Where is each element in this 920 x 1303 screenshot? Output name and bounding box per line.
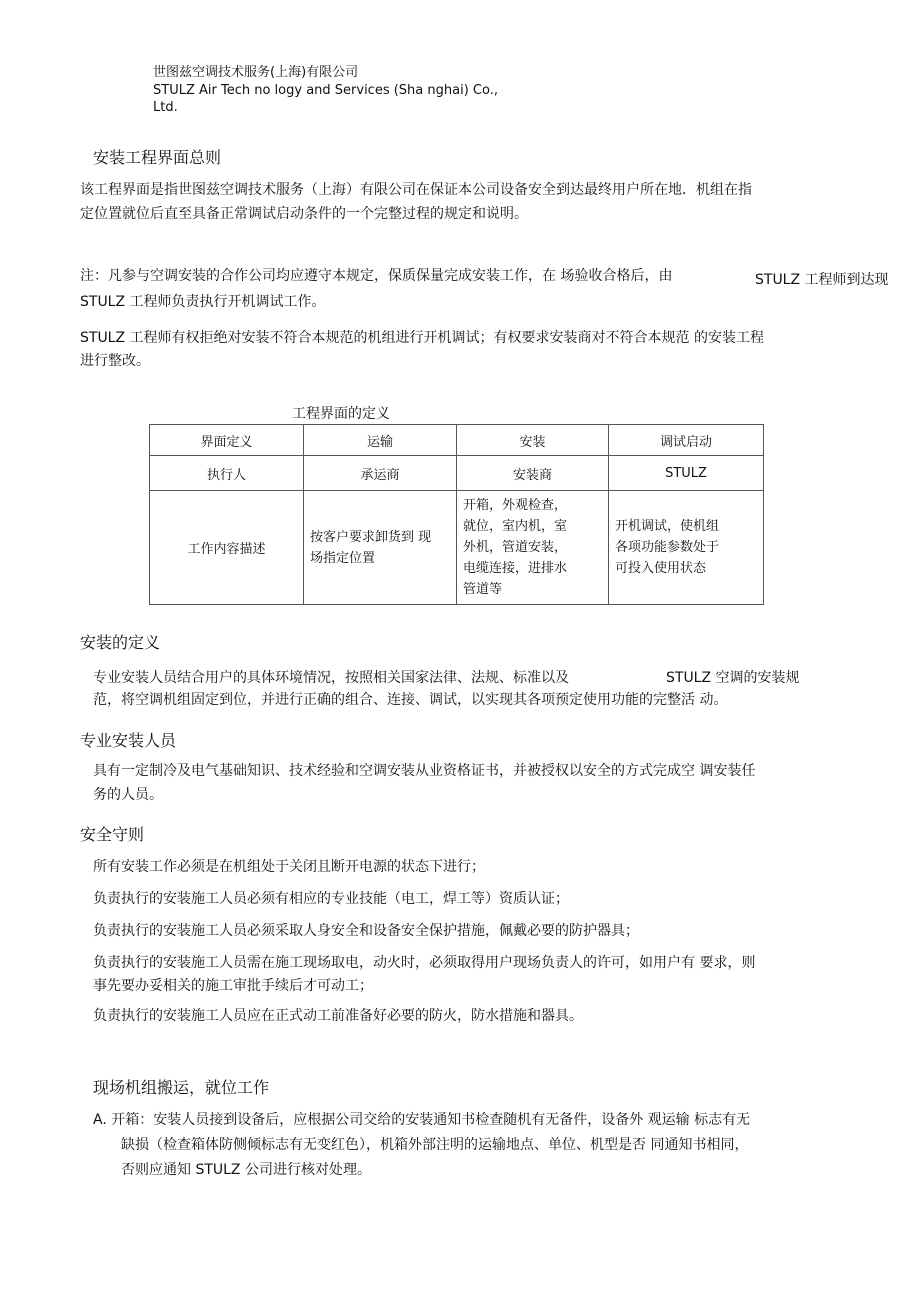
- cell-line: 外机，管道安装，: [463, 540, 568, 555]
- section-title-staff: 专业安装人员: [80, 731, 177, 750]
- note-line-right: STULZ 工程师到达现: [755, 272, 889, 288]
- rights-paragraph-line: STULZ 工程师有权拒绝对安装不符合本规范的机组进行开机调试；有权要求安装商对不符合本规范 的安装工程: [80, 330, 764, 346]
- cell-line: 管道等: [463, 582, 503, 597]
- safety-rule: 负责执行的安装施工人员需在施工现场取电，动火时，必须取得用户现场负责人的许可，如用户有 要求，则: [93, 955, 756, 971]
- company-name-en: STULZ Air Tech no logy and Services (Sha nghai) Co.,: [153, 83, 498, 98]
- table-cell-transport: [304, 491, 457, 605]
- section-title-install-def: 安装的定义: [80, 633, 161, 652]
- install-def-line: 专业安装人员结合用户的具体环境情况，按照相关国家法律、法规、标准以及: [93, 670, 569, 686]
- safety-rule-cont: 事先要办妥相关的施工审批手续后才可动工；: [93, 978, 373, 994]
- section-title-general: 安装工程界面总则: [93, 148, 222, 167]
- install-def-line-right: STULZ 空调的安装规: [666, 670, 800, 686]
- note-line: STULZ 工程师负责执行开机调试工作。: [80, 294, 326, 310]
- staff-line: 务的人员。: [93, 787, 163, 803]
- table-cell-commission: [609, 491, 764, 605]
- general-paragraph-line: 该工程界面是指世图兹空调技术服务（上海）有限公司在保证本公司设备安全到达最终用户所在地．机组在指: [80, 182, 752, 198]
- header-cell: 安装: [457, 425, 609, 456]
- cell-line: 开箱，外观检查，: [463, 498, 568, 513]
- table-cell: 承运商: [304, 456, 457, 491]
- company-name-cn: 世图兹空调技术服务(上海)有限公司: [153, 65, 359, 80]
- cell-line: 各项功能参数处于: [615, 540, 720, 555]
- staff-line: 具有一定制冷及电气基础知识、技术经验和空调安装从业资格证书，并被授权以安全的方式完成空 调安装任: [93, 763, 756, 779]
- section-title-onsite: 现场机组搬运，就位工作: [93, 1078, 270, 1097]
- cell-line: 电缆连接，进排水: [463, 561, 568, 576]
- cell-line: 就位，室内机，室: [463, 519, 568, 534]
- table-row: [150, 491, 764, 605]
- table-cell: STULZ: [609, 456, 764, 491]
- onsite-item-a: A. 开箱：安装人员接到设备后，应根据公司交给的安装通知书检查随机有无备件，设备外 观运输 标志有无: [93, 1112, 751, 1128]
- table-header-row: [150, 425, 764, 456]
- cell-line: 按客户要求卸货到 现: [310, 529, 432, 545]
- table-caption: 工程界面的定义: [292, 406, 390, 422]
- table-cell: 执行人: [150, 456, 304, 491]
- company-name-en-cont: Ltd.: [153, 100, 178, 115]
- interface-definition-table: [149, 424, 764, 605]
- safety-rule: 负责执行的安装施工人员应在正式动工前准备好必要的防火，防水措施和器具。: [93, 1008, 583, 1024]
- header-cell: 调试启动: [609, 425, 764, 456]
- cell-line: 场指定位置: [310, 550, 376, 566]
- cell-line: 开机调试，使机组: [615, 519, 720, 534]
- header-cell: 运输: [304, 425, 457, 456]
- table-cell: 工作内容描述: [150, 491, 304, 605]
- table-cell-install: [457, 491, 609, 605]
- safety-rule: 所有安装工作必须是在机组处于关闭且断开电源的状态下进行；: [93, 859, 485, 875]
- table-row: [150, 456, 764, 491]
- rights-paragraph-line: 进行整改。: [80, 353, 150, 369]
- install-def-line: 范，将空调机组固定到位，并进行正确的组合、连接、调试，以实现其各项预定使用功能的完整活 动。: [93, 692, 728, 708]
- safety-rule: 负责执行的安装施工人员必须有相应的专业技能（电工，焊工等）资质认证；: [93, 891, 569, 907]
- cell-line: 可投入使用状态: [615, 561, 707, 576]
- onsite-item-a-cont: 否则应通知 STULZ 公司进行核对处理。: [121, 1162, 371, 1178]
- note-line: 注：凡参与空调安装的合作公司均应遵守本规定，保质保量完成安装工作，在 场验收合格后，由: [80, 268, 673, 284]
- section-title-safety: 安全守则: [80, 825, 145, 844]
- safety-rule: 负责执行的安装施工人员必须采取人身安全和设备安全保护措施，佩戴必要的防护器具；: [93, 923, 639, 939]
- general-paragraph-line: 定位置就位后直至具备正常调试启动条件的一个完整过程的规定和说明。: [80, 206, 528, 222]
- header-cell: 界面定义: [150, 425, 304, 456]
- onsite-item-a-cont: 缺损（检查箱体防侧倾标志有无变红色），机箱外部注明的运输地点、单位、机型是否 同通知书相同，: [121, 1137, 749, 1153]
- table-cell: 安装商: [457, 456, 609, 491]
